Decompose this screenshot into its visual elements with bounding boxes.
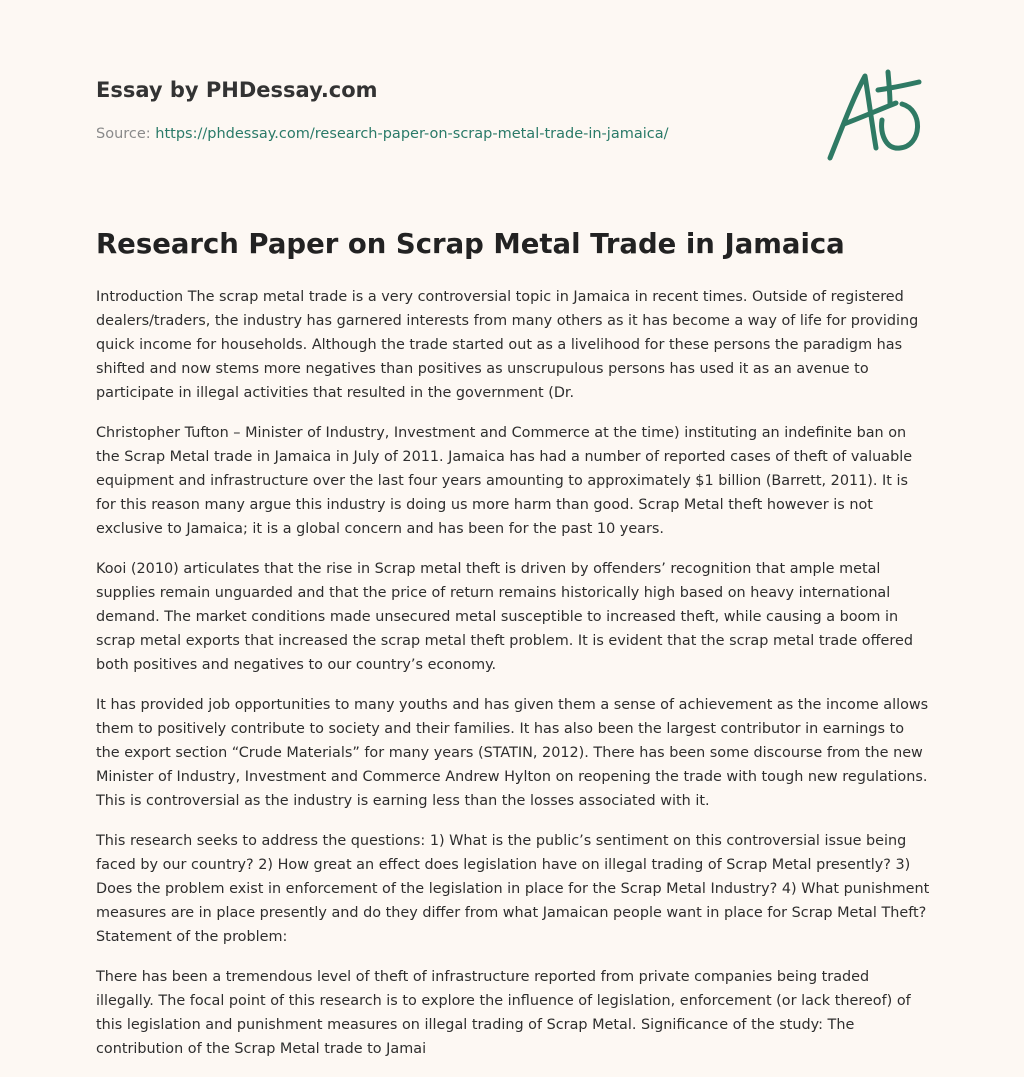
paragraph: Introduction The scrap metal trade is a very controversial topic in Jamaica in recent times. Outside of registered dealers/traders, the industry has garnered interests from many others as it has become a way of life for providing quick income for households. Although the trade started out as a livelihood for these persons the paradigm has shifted and now stems more negatives than positives as unscrupulous persons has used it as an avenue to participate in illegal activities that resulted in the government (Dr. [96, 289, 919, 401]
source-line [96, 124, 796, 144]
source-label: Source: [96, 126, 156, 142]
paragraph: There has been a tremendous level of theft of infrastructure reported from private companies being traded illegally. The focal point of this research is to explore the influence of legislation, enforcement (or lack thereof) of this legislation and punishment measures on illegal trading of Scrap Metal. Significance of the study: The contribution of the Scrap Metal trade to Jamai [96, 969, 911, 1057]
paragraph: It has provided job opportunities to many youths and has given them a sense of achievement as the income allows them to positively contribute to society and their families. It has also been the largest contributor in earnings to the export section “Crude Materials” for many years (STATIN, 2012). There has been some discourse from the new Minister of Industry, Investment and Commerce Andrew Hylton on reopening the trade with tough new regulations. This is controversial as the industry is earning less than the losses associated with it. [96, 697, 929, 809]
paragraph: This research seeks to address the questions: 1) What is the public’s sentiment on this controversial issue being faced by our country? 2) How great an effect does legislation have on illegal trading of Scrap Metal presently? 3) Does the problem exist in enforcement of the legislation in place for the Scrap Metal Industry? 4) What punishment measures are in place presently and do they differ from what Jamaican people want in place for Scrap Metal Theft? Statement of the problem: [96, 833, 930, 945]
source-link[interactable]: https://phdessay.com/research-paper-on-scrap-metal-trade-in-jamaica/ [155, 126, 669, 142]
page-header [96, 76, 796, 144]
paragraph: Christopher Tufton – Minister of Industry, Investment and Commerce at the time) instituting an indefinite ban on the Scrap Metal trade in Jamaica in July of 2011. Jamaica has had a number of reported cases of theft of valuable equipment and infrastructure over the last four years amounting to approximately $1 billion (Barrett, 2011). It is for this reason many argue this industry is doing us more harm than good. Scrap Metal theft however is not exclusive to Jamaica; it is a global concern and has been for the past 10 years. [96, 425, 913, 537]
site-brand: Essay by PHDessay.com [96, 78, 378, 102]
page-title: Research Paper on Scrap Metal Trade in Jamaica [96, 228, 845, 260]
a-plus-logo-icon [820, 66, 930, 166]
paragraph: Kooi (2010) articulates that the rise in Scrap metal theft is driven by offenders’ recognition that ample metal supplies remain unguarded and that the price of return remains historically high based on heavy international demand. The market conditions made unsecured metal susceptible to increased theft, while causing a boom in scrap metal exports that increased the scrap metal theft problem. It is evident that the scrap metal trade offered both positives and negatives to our country’s economy. [96, 561, 913, 673]
essay-body [96, 285, 930, 1077]
